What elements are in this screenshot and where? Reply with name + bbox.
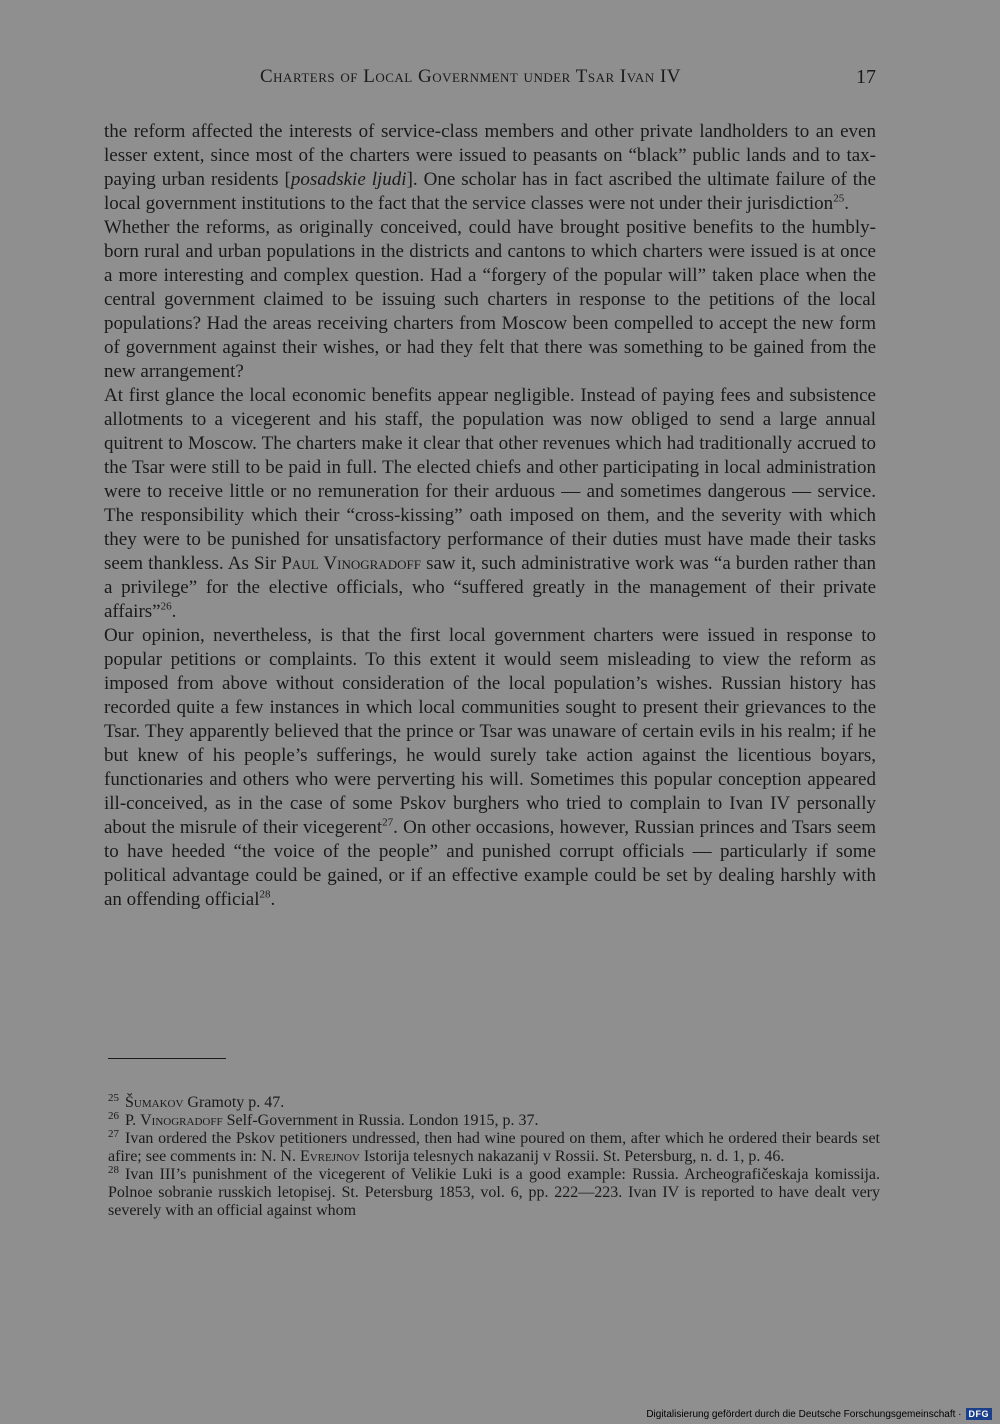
footnote-number: 25 [108, 1091, 119, 1104]
footnote-divider [108, 1058, 226, 1059]
author-name: Vinogradoff [140, 1112, 223, 1129]
text-run: . [171, 601, 177, 622]
text-run: . [270, 889, 276, 910]
paragraph [104, 624, 876, 912]
digitization-credit [646, 1406, 992, 1422]
footnote-number: 26 [108, 1109, 119, 1122]
text-run: At first glance the local economic benefits appear negligible. Instead of paying fees and subsistence allotments to a vicegerent and his staff, the population was now obliged to send a large annual quitrent to Moscow. The charters make it clear that other revenues which had traditionally accrued to the Tsar were still to be paid in full. The elected chiefs and other participating in local administration were to receive little or no remuneration for their arduous — and sometimes dangerous — service. The responsibility which their “cross-kissing” oath imposed on them, and the severity with which they were to be punished for unsatisfactory performance of their duties must have made their tasks seem thankless. As Sir [104, 385, 876, 574]
text-run: . [844, 193, 849, 214]
text-run: Whether the reforms, as originally conceived, could have brought positive benefits to the humbly-born rural and urban populations in the districts and cantons to which charters were issued is at once a more interesting and complex question. Had a “forgery of the popular will” taken place when the central government claimed to be issuing such charters in response to the petitions of the local populations? Had the areas receiving charters from Moscow been compelled to accept the new form of government against their wishes, or had they felt that there was something to be gained from the new arrangement? [104, 217, 876, 382]
author-name: Paul Vinogradoff [281, 553, 421, 574]
text-run: Istorija telesnych nakazanij v Rossii. St. Petersburg, n. d. 1, p. 46. [359, 1148, 785, 1165]
text-run: saw it, such administrative work was “a burden rather than a privilege” for the elective officials, who “suffered greatly in the management of their private affairs” [104, 553, 876, 622]
text-run: the reform affected the interests of service-class members and other private landholders to an even lesser extent, since most of the charters were issued to peasants on “black” public lands and to tax-paying urban residents [ [104, 121, 876, 190]
text-run: Ivan ordered the Pskov petitioners undressed, then had wine poured on them, after which he ordered their beards set afire; see comments in: N. N. [108, 1130, 880, 1165]
text-run: Ivan III’s punishment of the vicegerent of Velikie Luki is a good example: Russia. Archeografičeskaja komissija. Polnoe sobranie russkich letopisej. St. Petersburg 1853, vol. 6, pp. 222—223. Ivan IV is reported to have dealt very severely with an official against whom [108, 1166, 880, 1219]
text-run: Our opinion, nevertheless, is that the first local government charters were issued in response to popular petitions or complaints. To this extent it would seem misleading to view the reform as imposed from above without consideration of the local population’s wishes. Russian history has recorded quite a few instances in which local communities sought to present their grievances to the Tsar. They apparently believed that the prince or Tsar was unaware of certain evils in his realm; if he but knew of his people’s sufferings, he would surely take action against the licentious boyars, functionaries and others who were perverting his will. Sometimes this popular conception appeared ill-conceived, as in the case of some Pskov burghers who tried to complain to Ivan IV personally about the misrule of their vicegerent [104, 625, 876, 838]
text-run: P. [125, 1112, 141, 1129]
page-header [100, 66, 880, 92]
footnote-ref: 26 [160, 600, 172, 613]
paragraph [104, 120, 876, 216]
text-run: ]. One scholar has in fact ascribed the ultimate failure of the local government institutions to the fact that the service classes were not under their jurisdiction [104, 169, 876, 214]
page-number: 17 [856, 66, 876, 88]
footnote [108, 1109, 880, 1130]
text-run: Gramoty p. 47. [183, 1094, 285, 1111]
footnote [108, 1091, 880, 1112]
italic-term: posadskie ljudi [290, 169, 407, 190]
main-text [104, 120, 876, 912]
footnotes [108, 1091, 880, 1220]
author-name: Šumakov [125, 1094, 184, 1111]
dfg-logo: DFG [966, 1408, 993, 1420]
credit-text: Digitalisierung gefördert durch die Deutsche Forschungsgemeinschaft · [646, 1408, 962, 1420]
footnote-ref: 25 [833, 192, 845, 205]
running-head: Charters of Local Government under Tsar Ivan IV [260, 66, 682, 87]
paragraph [104, 216, 876, 384]
footnote-ref: 28 [259, 888, 271, 901]
footnote-ref: 27 [382, 816, 394, 829]
footnote [108, 1163, 880, 1220]
footnote-number: 28 [108, 1163, 119, 1176]
footnote-number: 27 [108, 1127, 119, 1140]
author-name: Evrejnov [299, 1148, 360, 1165]
footnote [108, 1127, 880, 1166]
text-run: Self-Government in Russia. London 1915, p. 37. [222, 1112, 539, 1129]
paragraph [104, 384, 876, 624]
text-run: . On other occasions, however, Russian princes and Tsars seem to have heeded “the voice of the people” and punished corrupt officials — particularly if some political advantage could be gained, or if an effective example could be set by dealing harshly with an offending official [104, 817, 876, 910]
